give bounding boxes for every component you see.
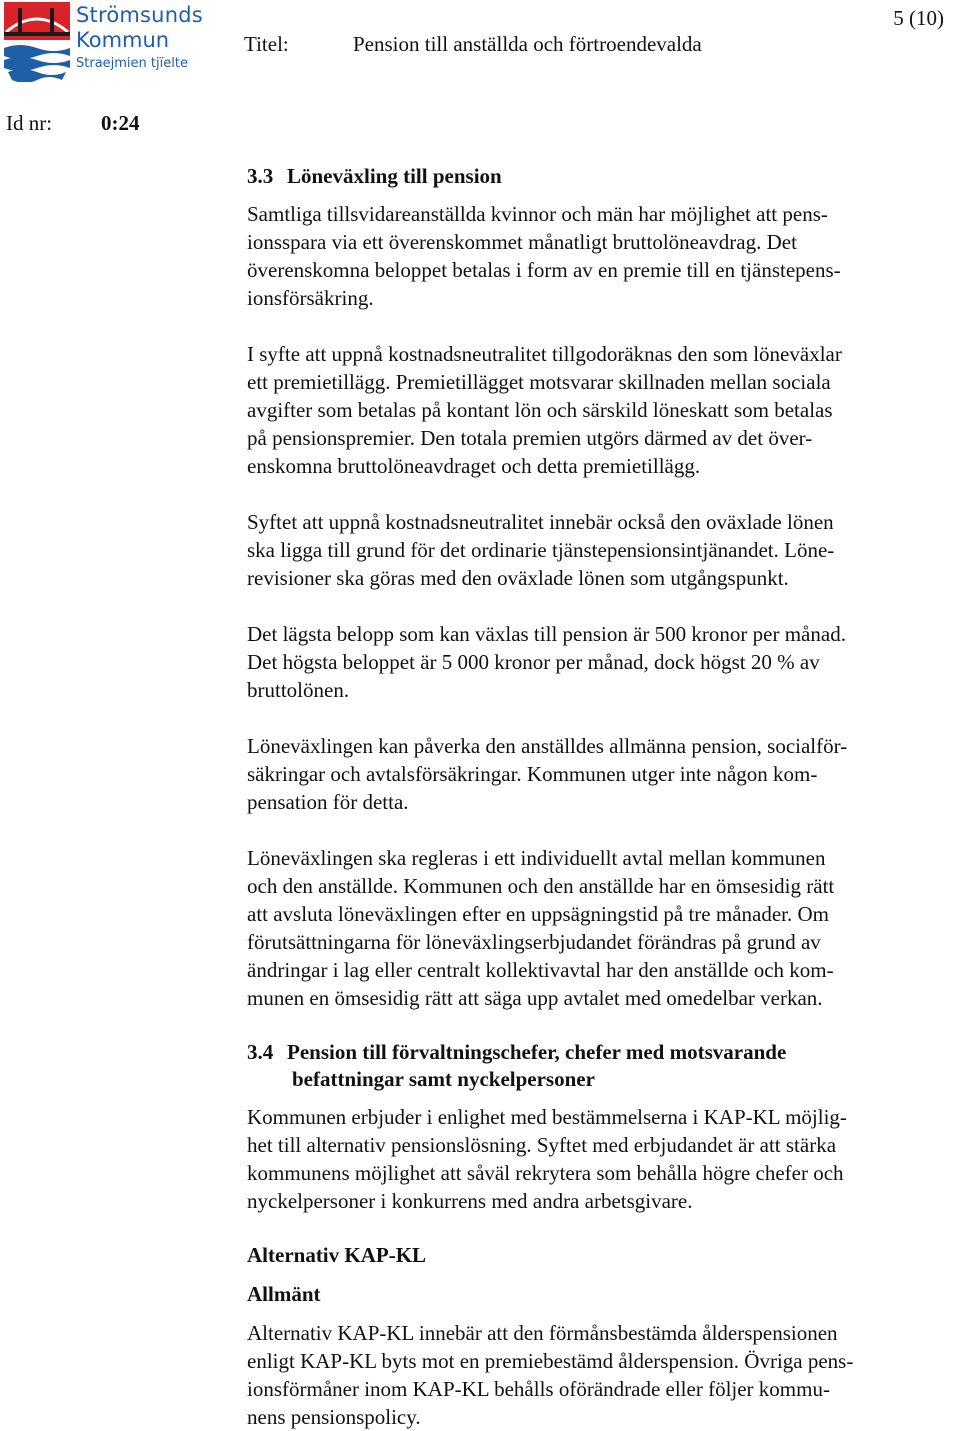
section-heading-3-4	[247, 1039, 960, 1093]
document-body	[247, 163, 960, 1431]
document-title: Pension till anställda och förtroendevalda	[353, 32, 702, 56]
logo-text-sami: Straejmien tjïelte	[76, 56, 188, 71]
title-label: Titel:	[244, 32, 289, 56]
paragraph: Löneväxlingen ska regleras i ett individuellt avtal mellan kommunen och den anställde. Kommunen och den anställde har en ömsesidig rätt att avsluta löneväxlingen efter en uppsägningstid på tre månader. Om förutsättningarna för löneväxlingserbjudandet förändras på grund av ändringar i lag eller centralt kollektivavtal har den anställde och kom- munen en ömsesidig rätt att säga upp avtalet med omedelbar verkan.	[247, 846, 835, 1010]
section-title: Löneväxling till pension	[287, 164, 502, 188]
subheading-alternativ-kap-kl: Alternativ KAP-KL	[247, 1243, 427, 1267]
paragraph: I syfte att uppnå kostnadsneutralitet tillgodoräknas den som löneväxlar ett premietillägg. Premietillägget motsvarar skillnaden mellan sociala avgifter som betalas på kontant lön och särskild löneskatt som betalas på pensionspremier. Den totala premien utgörs därmed av det över- enskomna bruttolöneavdraget och detta premietillägg.	[247, 342, 842, 478]
section-number: 3.3	[247, 164, 274, 188]
section-title-line-2: befattningar samt nyckelpersoner	[292, 1067, 595, 1091]
id-label: Id nr:	[6, 111, 53, 135]
id-value: 0:24	[101, 111, 140, 135]
paragraph: Löneväxlingen kan påverka den anställdes allmänna pension, socialför- säkringar och avtalsförsäkringar. Kommunen utger inte någon kom- pensation för detta.	[247, 734, 848, 814]
paragraph: Kommunen erbjuder i enlighet med bestämmelserna i KAP-KL möjlig- het till alternativ pensionslösning. Syftet med erbjudandet är att stärka kommunens möjlighet att såväl rekrytera som behålla högre chefer och nyckelpersoner i konkurrens med andra arbetsgivare.	[247, 1105, 847, 1213]
subheading-allmant: Allmänt	[247, 1282, 321, 1306]
section-title-line-1: Pension till förvaltningschefer, chefer med motsvarande	[287, 1040, 787, 1064]
section-heading-3-3	[247, 163, 960, 190]
paragraph: Samtliga tillsvidareanställda kvinnor och män har möjlighet att pens- ionsspara via ett överenskommet månatligt bruttolöneavdrag. Det överenskomna beloppet betalas i form av en premie till en tjänstepens- ionsförsäkring.	[247, 202, 841, 310]
paragraph: Syftet att uppnå kostnadsneutralitet innebär också den oväxlade lönen ska ligga till grund för det ordinarie tjänstepensionsintjänandet. Löne- revisioner ska göras med den oväxlade lönen som utgångspunkt.	[247, 510, 835, 590]
bridge-wave-emblem-icon	[4, 2, 74, 82]
page-number: 5 (10)	[893, 6, 944, 30]
logo-text-kommun: Kommun	[76, 28, 170, 52]
paragraph: Alternativ KAP-KL innebär att den förmånsbestämda ålderspensionen enligt KAP-KL byts mot en premiebestämd ålderspension. Övriga pens- ionsförmåner inom KAP-KL behålls oförändrade eller följer kommu- nens pensionspolicy.	[247, 1321, 854, 1429]
section-number: 3.4	[247, 1040, 274, 1064]
paragraph: Det lägsta belopp som kan växlas till pension är 500 kronor per månad. Det högsta beloppet är 5 000 kronor per månad, dock högst 20 % av bruttolönen.	[247, 622, 846, 702]
logo-text-stromsunds: Strömsunds	[76, 3, 203, 27]
